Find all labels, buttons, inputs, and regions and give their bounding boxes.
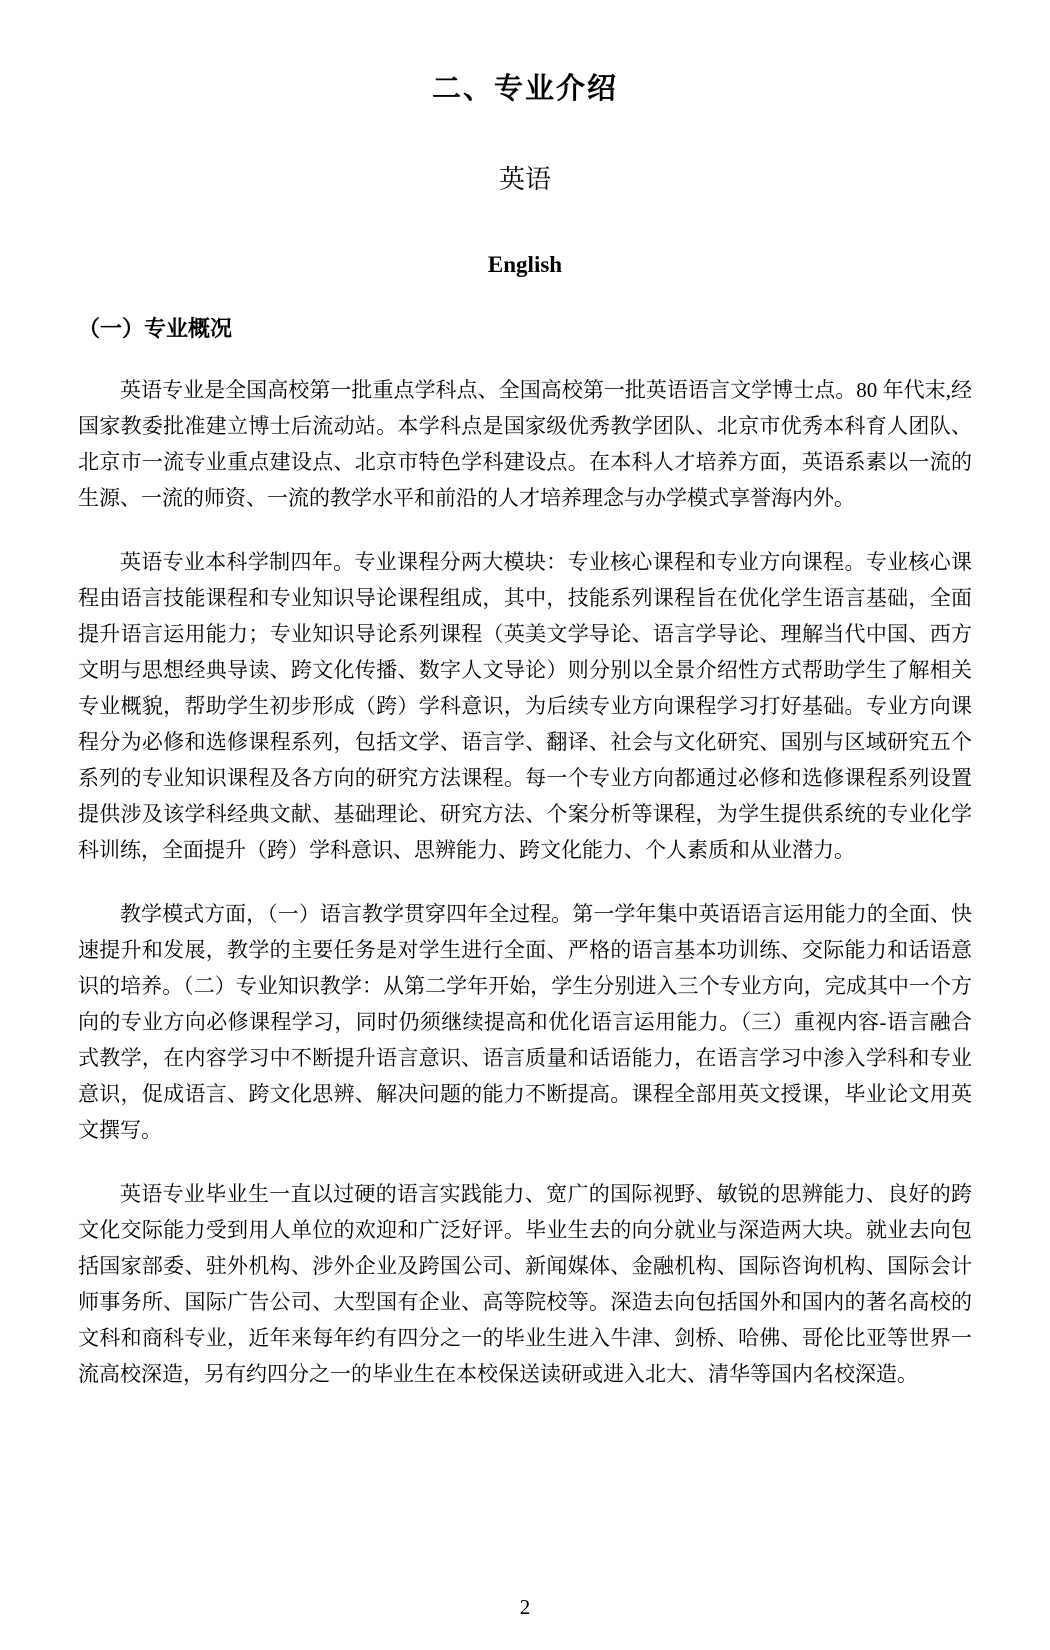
body-text bbox=[78, 372, 972, 1392]
paragraph: 英语专业毕业生一直以过硬的语言实践能力、宽广的国际视野、敏锐的思辨能力、良好的跨文化交际能力受到用人单位的欢迎和广泛好评。毕业生去的向分就业与深造两大块。就业去向包括国家部委、驻外机构、涉外企业及跨国公司、新闻媒体、金融机构、国际咨询机构、国际会计师事务所、国际广告公司、大型国有企业、高等院校等。深造去向包括国外和国内的著名高校的文科和商科专业，近年来每年约有四分之一的毕业生进入牛津、剑桥、哈佛、哥伦比亚等世界一流高校深造，另有约四分之一的毕业生在本校保送读研或进入北大、清华等国内名校深造。 bbox=[78, 1182, 972, 1386]
paragraph: 英语专业是全国高校第一批重点学科点、全国高校第一批英语语言文学博士点。80 年代末,经国家教委批准建立博士后流动站。本学科点是国家级优秀教学团队、北京市优秀本科育人团队、北京市一流专业重点建设点、北京市特色学科建设点。在本科人才培养方面，英语系素以一流的生源、一流的师资、一流的教学水平和前沿的人才培养理念与办学模式享誉海内外。 bbox=[78, 378, 972, 510]
paragraph: 教学模式方面，（一）语言教学贯穿四年全过程。第一学年集中英语语言运用能力的全面、快速提升和发展，教学的主要任务是对学生进行全面、严格的语言基本功训练、交际能力和话语意识的培养。（二）专业知识教学：从第二学年开始，学生分别进入三个专业方向，完成其中一个方向的专业方向必修课程学习，同时仍须继续提高和优化语言运用能力。（三）重视内容-语言融合式教学，在内容学习中不断提升语言意识、语言质量和话语能力，在语言学习中渗入学科和专业意识，促成语言、跨文化思辨、解决问题的能力不断提高。课程全部用英文授课，毕业论文用英文撰写。 bbox=[78, 902, 972, 1142]
major-name-en: English bbox=[487, 252, 563, 277]
paragraph: 英语专业本科学制四年。专业课程分两大模块：专业核心课程和专业方向课程。专业核心课程由语言技能课程和专业知识导论课程组成，其中，技能系列课程旨在优化学生语言基础，全面提升语言运用能力；专业知识导论系列课程（英美文学导论、语言学导论、理解当代中国、西方文明与思想经典导读、跨文化传播、数字人文导论）则分别以全景介绍性方式帮助学生了解相关专业概貌，帮助学生初步形成（跨）学科意识，为后续专业方向课程学习打好基础。专业方向课程分为必修和选修课程系列，包括文学、语言学、翻译、社会与文化研究、国别与区域研究五个系列的专业知识课程及各方向的研究方法课程。每一个专业方向都通过必修和选修课程系列设置提供涉及该学科经典文献、基础理论、研究方法、个案分析等课程，为学生提供系统的专业化学科训练，全面提升（跨）学科意识、思辨能力、跨文化能力、个人素质和从业潜力。 bbox=[78, 550, 972, 862]
section-heading: （一）专业概况 bbox=[78, 316, 233, 341]
page-number: 2 bbox=[519, 1595, 531, 1619]
major-name-zh: 英语 bbox=[498, 165, 551, 194]
doc-title: 二、专业介绍 bbox=[431, 73, 618, 105]
